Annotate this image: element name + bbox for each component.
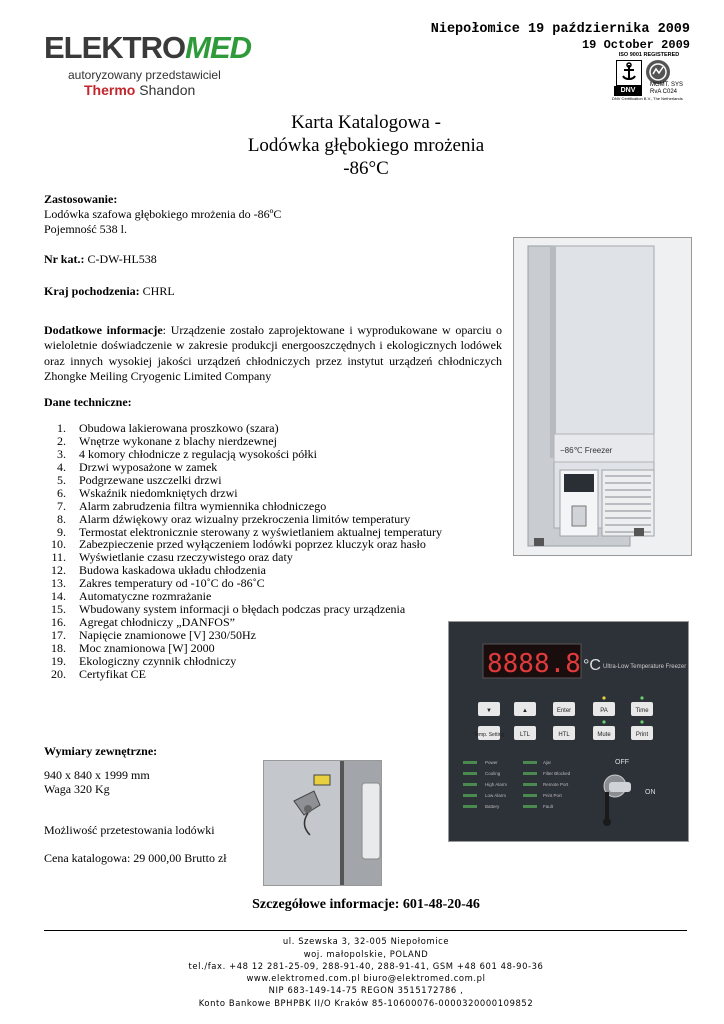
logo-wordmark	[44, 30, 251, 66]
tech-item-text: 4 komory chłodnicze z regulacją wysokości półki	[79, 446, 317, 461]
logo-subtitle: autoryzowany przedstawiciel	[68, 68, 221, 82]
iso-certification-badge	[612, 52, 686, 102]
dimensions-weight: Waga 320 Kg	[44, 782, 110, 796]
tech-item-text: Wskaźnik niedomkniętych drzwi	[79, 485, 238, 500]
cert-mgmt-line2: RvA C024	[650, 89, 678, 95]
brand-thermo: Thermo	[84, 82, 136, 98]
tech-item-number: 10.	[51, 537, 66, 552]
tech-item-number: 5.	[57, 472, 66, 487]
led-cooling: Cooling	[485, 771, 501, 776]
cert-top-text: ISO 9001 REGISTERED	[618, 52, 680, 58]
testing-note: Możliwość przetestowania lodówki	[44, 823, 215, 837]
logo-word-elektro: ELEKTRO	[44, 30, 186, 65]
tech-item-text: Ekologiczny czynnik chłodniczy	[79, 653, 237, 668]
btn-pa: PA	[600, 708, 608, 714]
footer-nip: NIP 683-149-14-75 REGON 3515172786 ,	[268, 985, 464, 995]
freezer-label: −86℃ Freezer	[560, 446, 613, 455]
door-lock-photo	[263, 760, 382, 886]
key-on-label: ON	[645, 789, 656, 796]
btn-time: Time	[635, 708, 649, 714]
additional-info	[44, 323, 502, 385]
control-panel-photo	[448, 621, 689, 842]
tech-item-number: 12.	[51, 563, 66, 578]
cert-mgmt-text	[650, 82, 683, 96]
tech-item-number: 19.	[51, 653, 66, 668]
brand-shandon: Shandon	[139, 82, 196, 98]
led-ajar: Ajar	[543, 760, 552, 765]
btn-up: ▲	[522, 708, 528, 714]
title-line-1: Karta Katalogowa -	[291, 112, 441, 133]
tech-spec-list	[44, 422, 442, 681]
tech-item-number: 15.	[51, 602, 66, 617]
btn-print: Print	[635, 732, 649, 738]
panel-brand: Ultra-Low Temperature Freezer	[603, 664, 687, 670]
country-of-origin	[44, 284, 175, 299]
tech-item-text: Napięcie znamionowe [V] 230/50Hz	[79, 628, 256, 642]
dimensions-size: 940 x 840 x 1999 mm	[44, 768, 150, 782]
btn-mute: Mute	[597, 732, 611, 738]
tech-item-text: Moc znamionowa [W] 2000	[79, 640, 215, 655]
footer-divider	[44, 930, 687, 931]
tech-item-text: Zakres temperatury od -10˚C do -86˚C	[79, 576, 265, 591]
cert-seal-icon	[646, 60, 670, 84]
btn-ltl: LTL	[520, 732, 530, 738]
origin-value: CHRL	[142, 284, 175, 298]
tech-item-number: 2.	[57, 433, 66, 448]
btn-enter: Enter	[556, 708, 572, 714]
tech-item-number: 9.	[57, 524, 66, 539]
tech-item-number: 17.	[51, 628, 66, 642]
additional-label: Dodatkowe informacje	[44, 323, 163, 337]
led-low-alarm: Low Alarm	[485, 793, 507, 798]
led-fault: Fault	[543, 804, 554, 809]
tech-item-text: Drzwi wyposażone w zamek	[79, 459, 218, 474]
tech-item-number: 16.	[51, 615, 66, 630]
freezer-photo	[513, 237, 692, 556]
led-battery: Battery	[485, 804, 500, 809]
details-contact: Szczegółowe informacje: 601-48-20-46	[252, 897, 480, 912]
tech-item-number: 6.	[57, 485, 66, 500]
display-unit: °C	[583, 657, 601, 674]
title-line-3: -86°C	[343, 158, 389, 179]
cert-mgmt-line1: MGMT. SYS	[650, 82, 684, 88]
tech-item-text: Budowa kaskadowa układu chłodzenia	[79, 563, 266, 578]
tech-item-text: Obudowa lakierowana proszkowo (szara)	[79, 421, 279, 435]
tech-item-number: 14.	[51, 589, 66, 604]
tech-item-text: Wnętrze wykonane z blachy nierdzewnej	[79, 433, 277, 448]
tech-item-number: 8.	[57, 511, 66, 526]
tech-item-text: Wbudowany system informacji o błędach podczas pracy urządzenia	[79, 602, 406, 617]
tech-item-text: Wyświetlanie czasu rzeczywistego oraz daty	[79, 550, 293, 565]
company-logo	[44, 26, 252, 98]
tech-item-text: Termostat elektronicznie sterowany z wyświetlaniem aktualnej temperatury	[79, 524, 443, 539]
tech-item-number: 7.	[57, 498, 66, 513]
catalog-number	[44, 252, 157, 267]
date-english: 19 October 2009	[581, 38, 690, 52]
logo-brand	[84, 82, 195, 98]
led-remote-port: Remote Port	[543, 782, 569, 787]
tech-label: Dane techniczne:	[44, 395, 132, 409]
led-high-alarm: High Alarm	[485, 782, 508, 787]
key-off-label: OFF	[615, 759, 629, 766]
tech-item-text: Automatyczne rozmrażanie	[79, 589, 212, 604]
tech-item-number: 3.	[57, 446, 66, 461]
tech-item-number: 13.	[51, 576, 66, 591]
zastosowanie-line-1: Lodówka szafowa głębokiego mrożenia do -86ºC	[44, 207, 282, 221]
zastosowanie-line-2: Pojemność 538 l.	[44, 222, 127, 236]
led-power: Power	[485, 760, 498, 765]
tech-item-number: 4.	[57, 459, 66, 474]
cert-dnv-logo: DNV	[614, 86, 642, 96]
tech-item-text: Alarm zabrudzenia filtra wymiennika chłodniczego	[79, 498, 327, 513]
origin-label: Kraj pochodzenia:	[44, 284, 140, 298]
tech-item-text: Podgrzewane uszczelki drzwi	[79, 472, 222, 487]
catalog-value: C-DW-HL538	[87, 252, 157, 266]
tech-item-number: 18.	[51, 640, 66, 655]
cert-footer-text: DNV Certification B.V., The Netherlands	[612, 96, 683, 101]
tech-item-text: Zabezpieczenie przed wyłączeniem lodówki poprzez kluczyk oraz hasło	[79, 537, 426, 552]
tech-item-text: Alarm dźwiękowy oraz wizualny przekroczenia limitów temperatury	[79, 511, 411, 526]
led-print-port: Print Port	[543, 793, 562, 798]
tech-item	[44, 668, 442, 681]
footer-address: ul. Szewska 3, 32-005 Niepołomice	[282, 936, 450, 946]
btn-htl: HTL	[558, 732, 570, 738]
tech-item-text: Agregat chłodniczy „DANFOS”	[79, 615, 235, 630]
btn-temp-setting: Temp. Setting	[473, 732, 505, 738]
footer-region: woj. małopolskie, POLAND	[303, 949, 429, 959]
additional-text: : Urządzenie zostało zaprojektowane i wyprodukowane w oparciu o wieloletnie doświadczenie w zakresie produkcji energooszczędnych i ekologicznych lodówek oraz innych wysokiej jakości urządzeń chłodniczych przez instytut urządzeń chłodniczych Zhongke Meiling Cryogenic Limited Company	[44, 323, 503, 384]
date-polish: Niepołomice 19 października 2009	[430, 22, 690, 37]
catalog-price: Cena katalogowa: 29 000,00 Brutto zł	[44, 851, 227, 865]
display-digits: 8888.8	[487, 649, 581, 679]
catalog-label: Nr kat.:	[44, 252, 85, 266]
cert-anchor-icon	[616, 60, 642, 86]
tech-item-number: 1.	[57, 421, 66, 435]
tech-item-number: 11.	[51, 550, 66, 565]
btn-down: ▼	[486, 708, 492, 714]
title-line-2: Lodówka głębokiego mrożenia	[247, 135, 485, 156]
tech-item-number: 20.	[51, 666, 66, 681]
document-title	[0, 111, 724, 180]
footer-web: www.elektromed.com.pl biuro@elektromed.com.pl	[246, 973, 486, 983]
footer-phone: tel./fax. +48 12 281-25-09, 288-91-40, 288-91-41, GSM +48 601 48-90-36	[188, 961, 544, 971]
logo-word-med: MED	[185, 30, 252, 65]
tech-item-text: Certyfikat CE	[79, 666, 146, 681]
zastosowanie-label: Zastosowanie:	[44, 192, 118, 206]
footer-bank: Konto Bankowe BPHPBK II/O Kraków 85-10600076-0000320000109852	[198, 998, 534, 1008]
led-filter-blocked: Filter Blocked	[543, 771, 571, 776]
dimensions-label: Wymiary zewnętrzne:	[44, 744, 158, 758]
